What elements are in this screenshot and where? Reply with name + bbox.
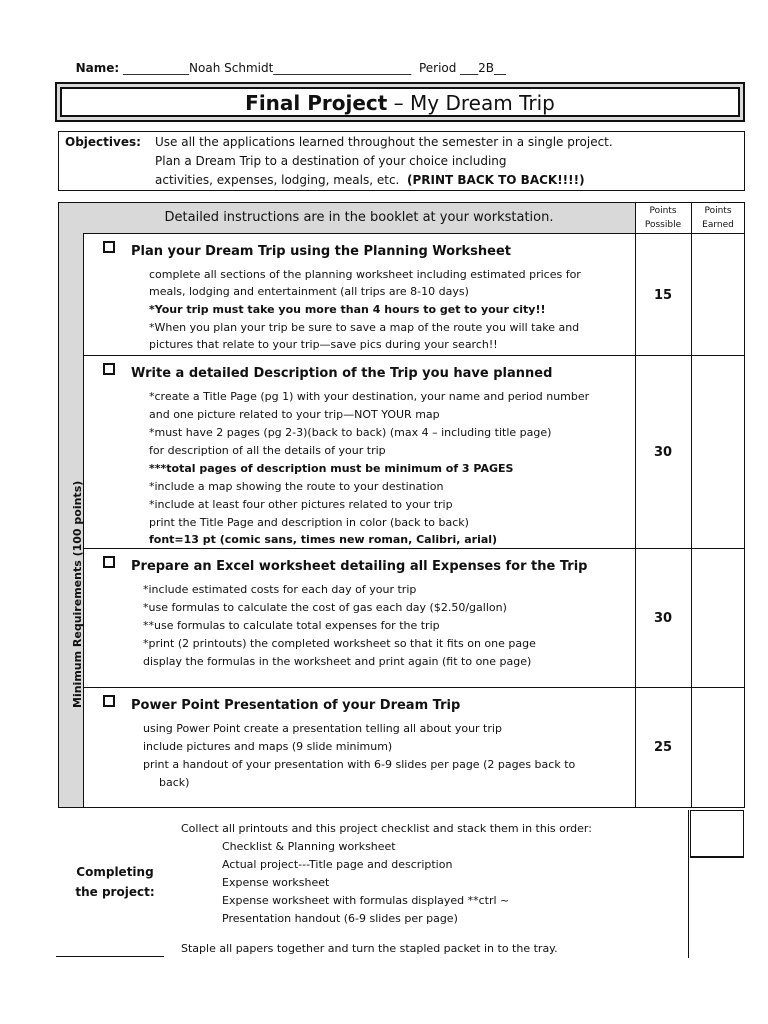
section-row — [83, 688, 745, 808]
completing-final: Staple all papers together and turn the stapled packet in to the tray. — [181, 942, 558, 955]
points-earned-header — [691, 204, 745, 232]
section-line: *print (2 printouts) the completed worksheet so that it fits on one page — [143, 637, 536, 650]
requirements-table — [58, 202, 745, 808]
completing-item: Actual project---Title page and description — [222, 858, 453, 871]
name-value: ___________Noah Schmidt_______________________ — [119, 61, 412, 75]
page-title — [60, 87, 740, 117]
title-rest: – My Dream Trip — [387, 91, 555, 115]
points-value: 25 — [653, 740, 673, 755]
checkbox-icon[interactable] — [103, 241, 115, 253]
objectives-label: Objectives: — [65, 135, 141, 149]
name-label: Name: — [75, 61, 120, 75]
section-line: print a handout of your presentation with 6-9 slides per page (2 pages back to — [143, 758, 576, 771]
section-line: *When you plan your trip be sure to save a map of the route you will take and — [149, 321, 580, 334]
completing-section — [0, 810, 768, 970]
column-divider — [691, 203, 692, 807]
section-line: and one picture related to your trip—NOT YOUR map — [149, 408, 440, 421]
points-value: 30 — [653, 445, 673, 460]
header-line: Points — [649, 206, 677, 216]
section-line: *include a map showing the route to your destination — [149, 480, 444, 493]
student-header — [68, 47, 506, 75]
section-line: font=13 pt (comic sans, times new roman, Calibri, arial) — [149, 533, 498, 546]
title-bold: Final Project — [245, 91, 388, 115]
right-column-line — [688, 810, 689, 958]
objective-line-text: activities, expenses, lodging, meals, etc. — [155, 173, 400, 187]
header-line: Earned — [702, 220, 734, 230]
objectives-box — [58, 131, 745, 191]
points-value: 30 — [653, 611, 673, 626]
section-line: meals, lodging and entertainment (all trips are 8-10 days) — [149, 285, 469, 298]
completing-item: Expense worksheet with formulas displayed **ctrl ~ — [222, 894, 510, 907]
period-text: Period ___2B__ — [411, 61, 507, 75]
section-line: ***total pages of description must be minimum of 3 PAGES — [149, 462, 514, 475]
header-line: Possible — [644, 220, 682, 230]
section-title: Write a detailed Description of the Trip you have planned — [131, 366, 553, 381]
completing-item: Expense worksheet — [222, 876, 330, 889]
section-line: back) — [159, 776, 190, 789]
checkbox-icon[interactable] — [103, 695, 115, 707]
section-row — [83, 234, 745, 356]
section-line: **use formulas to calculate total expenses for the trip — [143, 619, 440, 632]
section-line: *include at least four other pictures related to your trip — [149, 498, 453, 511]
instruction-row — [83, 203, 745, 234]
checkbox-icon[interactable] — [103, 363, 115, 375]
completing-item: Presentation handout (6-9 slides per page) — [222, 912, 458, 925]
section-line: *Your trip must take you more than 4 hours to get to your city!! — [149, 303, 546, 316]
section-line: *include estimated costs for each day of your trip — [143, 583, 417, 596]
side-label: Minimum Requirements (100 points) — [71, 480, 84, 708]
section-title: Power Point Presentation of your Dream Trip — [131, 698, 461, 713]
signature-line — [56, 956, 164, 957]
completing-label-line: the project: — [75, 885, 155, 899]
completing-label-line: Completing — [76, 865, 154, 879]
section-line: print the Title Page and description in color (back to back) — [149, 516, 469, 529]
section-line: *use formulas to calculate the cost of gas each day ($2.50/gallon) — [143, 601, 507, 614]
points-value: 15 — [653, 288, 673, 303]
completing-intro: Collect all printouts and this project checklist and stack them in this order: — [181, 822, 592, 835]
column-divider — [635, 203, 636, 807]
objective-line: Plan a Dream Trip to a destination of your choice including — [155, 154, 507, 168]
completing-label — [70, 862, 160, 902]
section-line: pictures that relate to your trip—save pics during your search!! — [149, 338, 498, 351]
section-line: *create a Title Page (pg 1) with your destination, your name and period number — [149, 390, 590, 403]
section-line: include pictures and maps (9 slide minimum) — [143, 740, 393, 753]
objective-emphasis: (PRINT BACK TO BACK!!!!) — [407, 173, 585, 187]
header-line: Points — [704, 206, 732, 216]
completing-item: Checklist & Planning worksheet — [222, 840, 396, 853]
section-line: display the formulas in the worksheet and print again (fit to one page) — [143, 655, 532, 668]
objective-line — [155, 173, 585, 187]
section-title: Plan your Dream Trip using the Planning Worksheet — [131, 244, 511, 259]
section-line: complete all sections of the planning worksheet including estimated prices for — [149, 268, 581, 281]
points-possible-header — [635, 204, 691, 232]
section-row — [83, 356, 745, 549]
title-box — [55, 82, 745, 122]
section-line: using Power Point create a presentation telling all about your trip — [143, 722, 502, 735]
checkbox-icon[interactable] — [103, 556, 115, 568]
completion-check-box[interactable] — [690, 810, 744, 858]
section-line: for description of all the details of your trip — [149, 444, 386, 457]
objective-line: Use all the applications learned throughout the semester in a single project. — [155, 135, 613, 149]
section-line: *must have 2 pages (pg 2-3)(back to back) (max 4 – including title page) — [149, 426, 552, 439]
section-row — [83, 549, 745, 688]
section-title: Prepare an Excel worksheet detailing all Expenses for the Trip — [131, 559, 588, 574]
instruction-text: Detailed instructions are in the booklet at your workstation. — [83, 203, 635, 233]
